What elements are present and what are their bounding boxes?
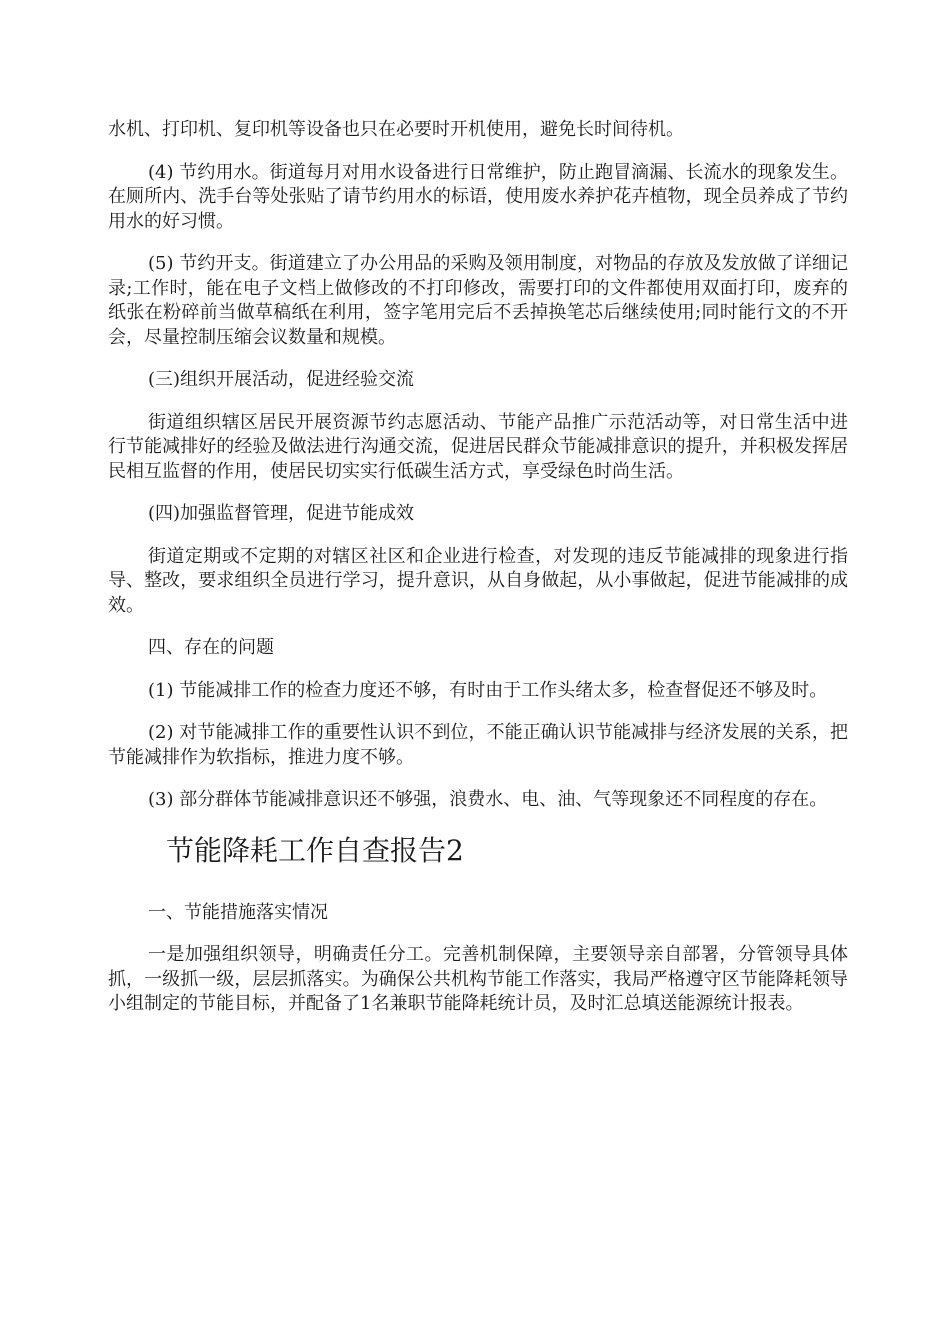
paragraph-problem-3: (3) 部分群体节能减排意识还不够强，浪费水、电、油、气等现象还不同程度的存在。: [148, 789, 828, 810]
paragraph-leadership: 一是加强组织领导，明确责任分工。完善机制保障，主要领导亲自部署，分管领导具体抓，一级抓一级，层层抓落实。为确保公共机构节能工作落实，我局严格遵守区节能降耗领导小组制定的节能目标，并配备了1名兼职节能降耗统计员，及时汇总填送能源统计报表。: [108, 944, 848, 1014]
paragraph-problem-1: (1) 节能减排工作的检查力度还不够，有时由于工作头绪太多，检查督促还不够及时。: [148, 679, 828, 701]
section-heading-measures: 一、节能措施落实情况: [148, 901, 328, 923]
section-heading-activities: (三)组织开展活动，促进经验交流: [148, 369, 415, 390]
paragraph-problem-2: (2) 对节能减排工作的重要性认识不到位，不能正确认识节能减排与经济发展的关系，把节能减排作为软指标，推进力度不够。: [108, 722, 848, 768]
section-heading-supervision: (四)加强监督管理，促进节能成效: [148, 503, 415, 524]
paragraph-supervision: 街道定期或不定期的对辖区社区和企业进行检查，对发现的违反节能减排的现象进行指导、整改，要求组织全员进行学习，提升意识，从自身做起，从小事做起，促进节能减排的成效。: [108, 545, 848, 616]
report-title-2: 节能降耗工作自查报告2: [166, 833, 464, 867]
paragraph-continued: 水机、打印机、复印机等设备也只在必要时开机使用，避免长时间待机。: [108, 119, 684, 140]
paragraph-cost-saving: (5) 节约开支。街道建立了办公用品的采购及领用制度，对物品的存放及发放做了详细记录;工作时，能在电子文档上做修改的不打印修改，需要打印的文件都使用双面打印，废弃的纸张在粉碎前当做草稿纸在利用，签字笔用完后不丢掉换笔芯后继续使用;同时能行文的不开会，尽量控制压缩会议数量和规模。: [108, 253, 848, 348]
paragraph-water-saving: (4) 节约用水。街道每月对用水设备进行日常维护，防止跑冒滴漏、长流水的现象发生。在厕所内、洗手台等处张贴了请节约用水的标语，使用废水养护花卉植物，现全员养成了节约用水的好习惯。: [108, 161, 848, 232]
paragraph-activities: 街道组织辖区居民开展资源节约志愿活动、节能产品推广示范活动等，对日常生活中进行节能减排好的经验及做法进行沟通交流，促进居民群众节能减排意识的提升，并积极发挥居民相互监督的作用，使居民切实实行低碳生活方式，享受绿色时尚生活。: [108, 411, 848, 482]
section-heading-problems: 四、存在的问题: [148, 637, 274, 658]
document-page: [108, 118, 848, 1035]
